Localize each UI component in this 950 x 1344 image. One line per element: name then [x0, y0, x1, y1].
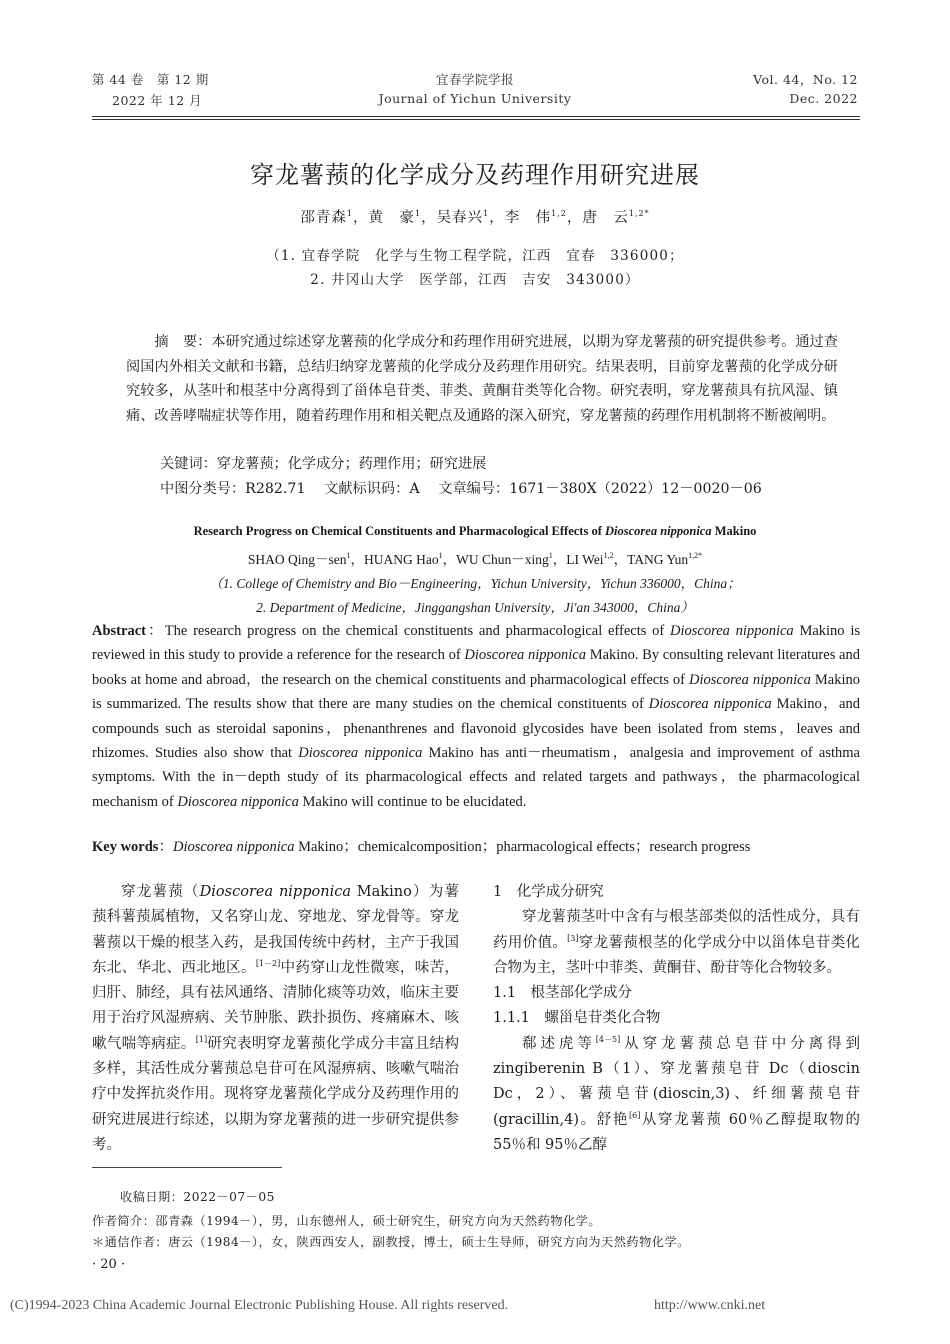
section-1-1-1-paragraph: 郗述虎等[4－5]从穿龙薯蓣总皂苷中分离得到 zingiberenin B（1）、穿龙薯蓣皂苷 Dc（dioscin Dc，2）、薯蓣皂苷(dioscin,3)、纤细薯蓣皂苷(gracillin,4)。舒艳[6]从穿龙薯蓣 60％乙醇提取物的 55％和 95％乙醇: [493, 1034, 861, 1153]
footnote-corresponding: ＊通信作者：唐云（1984－），女，陕西西安人，副教授，博士，硕士生导师，研究方向为天然药物化学。: [92, 1235, 690, 1249]
header-volume: 第 44 卷 第 12 期: [92, 72, 209, 87]
english-title: Research Progress on Chemical Constituents and Pharmacological Effects of Dioscorea nipponica Makino: [193, 524, 757, 538]
affiliation-1: （1. 宜春学院 化学与生物工程学院，江西 宜春 336000；: [266, 248, 684, 264]
section-1-1-1-heading: 1.1.1 螺甾皂苷类化合物: [493, 1010, 661, 1027]
header-vol-en: Vol. 44，No. 12: [753, 72, 858, 87]
body-right-column: [493, 880, 860, 1158]
abstract-cn: 摘 要：本研究通过综述穿龙薯蓣的化学成分和药理作用研究进展，以期为穿龙薯蓣的研究提供参考。通过查阅国内外相关文献和书籍，总结归纳穿龙薯蓣的化学成分及药理作用研究。结果表明，目前穿龙薯蓣的化学成分研究较多，从茎叶和根茎中分离得到了甾体皂苷类、菲类、黄酮苷类等化合物。研究表明，穿龙薯蓣具有抗风湿、镇痛、改善哮喘症状等作用，随着药理作用和相关靶点及通路的深入研究，穿龙薯蓣的药理作用机制将不断被阐明。: [126, 334, 838, 424]
authors-en: SHAO Qing－sen$^1$，HUANG Hao$^1$，WU Chun－xing$^1$，LI Wei$^{1,2}$，TANG Yun$^{1,2*}$: [247, 551, 703, 567]
footnote-author-bio: 作者简介：邵青森（1994－），男，山东德州人，硕士研究生，研究方向为天然药物化学。: [92, 1214, 602, 1228]
author-1: 邵青森: [300, 210, 347, 226]
header-rule-2: [92, 119, 860, 120]
header-journal-en: Journal of Yichun University: [378, 91, 572, 106]
copyright-notice: (C)1994-2023 China Academic Journal Electronic Publishing House. All rights reserved.: [10, 1298, 509, 1313]
keywords-en: Key words：Dioscorea nipponica Makino；chemicalcomposition；pharmacological effects；research progress: [92, 839, 751, 855]
header-rule: [92, 116, 860, 117]
section-1-1-heading: 1.1 根茎部化学成分: [493, 985, 633, 1002]
affiliation-2: 2. 井冈山大学 医学部，江西 吉安 343000）: [310, 272, 640, 288]
abstract-en: Abstract：The research progress on the chemical constituents and pharmacological effects of Dioscorea nipponica Makino is reviewed in this study to provide a reference for the research of Dioscorea nipponica Makino. By consulting relevant literatures and books at home and abroad，the research on the chemical constituents and pharmacological effects of Dioscorea nipponica Makino is summarized. The results show that there are many studies on the chemical constituents of Dioscorea nipponica Makino，and compounds such as steroidal saponins，phenanthrenes and flavonoid glycosides have been isolated from stems，leaves and rhizomes. Studies also show that Dioscorea nipponica Makino has anti－rheumatism，analgesia and improvement of asthma symptoms. With the in－depth study of its pharmacological effects and related targets and pathways，the pharmacological mechanism of Dioscorea nipponica Makino will continue to be elucidated.: [92, 623, 860, 810]
header-date: 2022 年 12 月: [112, 93, 203, 108]
author-3: 吴春兴: [436, 210, 484, 226]
cnki-link[interactable]: http://www.cnki.net: [654, 1298, 766, 1313]
keywords-cn: 关键词：穿龙薯蓣；化学成分；药理作用；研究进展: [160, 456, 487, 472]
section-1-paragraph: 穿龙薯蓣茎叶中含有与根茎部类似的活性成分，具有药用价值。[3]穿龙薯蓣根茎的化学成分中以甾体皂苷类化合物为主，茎叶中菲类、黄酮苷、酚苷等化合物较多。: [493, 909, 861, 976]
header-date-en: Dec. 2022: [789, 91, 858, 106]
authors-cn: 邵青森$^1$，黄 豪$^1$，吴春兴$^1$，李 伟$^{1,2}$，唐 云$^{1,2*}$: [300, 209, 650, 226]
affiliation-en-1: （1. College of Chemistry and Bio－Engineering，Yichun University，Yichun 336000，China；: [209, 576, 741, 591]
author-2: 黄 豪: [368, 210, 415, 226]
page-number: · 20 ·: [92, 1257, 126, 1272]
body-left-column: [92, 880, 459, 1158]
author-4: 李 伟: [504, 210, 552, 226]
classification-line: 中图分类号：R282.71 文献标识码：A 文章编号：1671－380X（2022）12－0020－06: [160, 481, 762, 497]
author-5: 唐 云: [582, 210, 629, 226]
intro-paragraph: 穿龙薯蓣（Dioscorea nipponica Makino）为薯蓣科薯蓣属植物，又名穿山龙、穿地龙、穿龙骨等。穿龙薯蓣以干燥的根茎入药，是我国传统中药材，主产于我国东北、华北、西北地区。[1－2]中药穿山龙性微寒，味苦，归肝、肺经，具有祛风通络、清肺化痰等功效，临床主要用于治疗风湿痹病、关节肿胀、跌扑损伤、疼痛麻木、咳嗽气喘等病症。[1]研究表明穿龙薯蓣化学成分丰富且结构多样，其活性成分薯蓣总皂苷可在风湿痹病、咳嗽气喘治疗中发挥抗炎作用。现将穿龙薯蓣化学成分及药理作用的研究进展进行综述，以期为穿龙薯蓣的进一步研究提供参考。: [92, 884, 460, 1153]
header-journal-cn: 宜春学院学报: [435, 72, 514, 87]
page-title: 穿龙薯蓣的化学成分及药理作用研究进展: [250, 161, 700, 189]
affiliation-en-2: 2. Department of Medicine，Jinggangshan University，Ji'an 343000，China）: [256, 600, 694, 615]
section-1-heading: 1 化学成分研究: [493, 884, 604, 900]
footnote-received: 收稿日期：2022－07－05: [120, 1190, 275, 1204]
footnote-rule: [92, 1167, 282, 1168]
